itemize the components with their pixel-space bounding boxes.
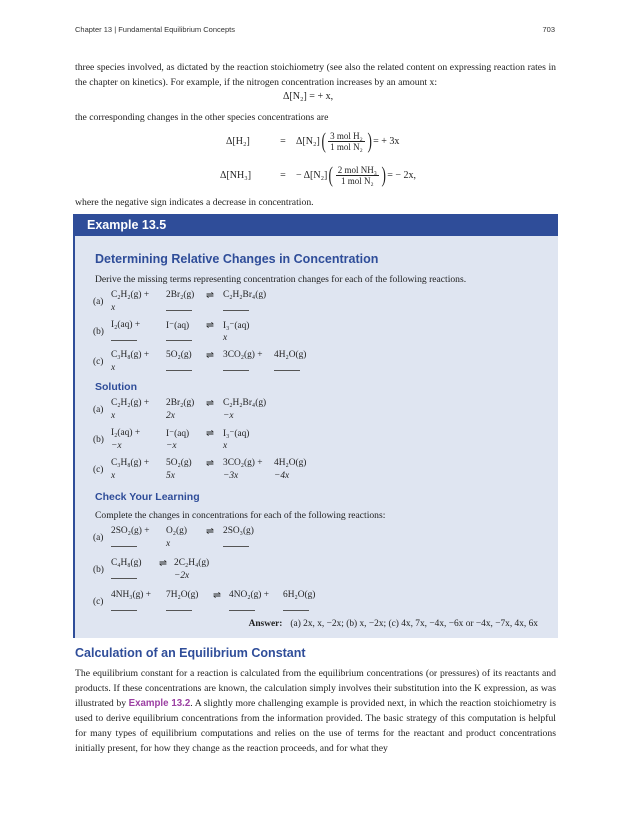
change-term: −x [223, 411, 234, 421]
blank-line[interactable] [229, 610, 255, 611]
blank-line[interactable] [166, 340, 192, 341]
left-paren: ( [328, 162, 334, 187]
cyl-prompt: Complete the changes in concentrations for each of the following reactions: [95, 510, 386, 521]
blank-line[interactable] [274, 370, 300, 371]
reaction-label: (c) [93, 465, 104, 475]
reaction-species: 5O₂(g) [166, 350, 192, 360]
example-title: Determining Relative Changes in Concentration [95, 252, 379, 266]
eq-h2-fraction [328, 131, 365, 152]
change-term: x [111, 411, 116, 421]
intro-paragraph-2: the corresponding changes in the other species concentrations are [75, 112, 329, 123]
reaction-species: 2SO₂(g) + [111, 526, 150, 536]
eq-nh3-fraction [336, 165, 379, 186]
eq-nh3-mid: − Δ[N₂] [296, 169, 328, 181]
answer-line [249, 619, 538, 629]
section-text-before: The equilibrium constant for a reaction is calculated from the equilibrium concentrations (or pressures) of its reactants and products. If these concentrations are known, the calculation simply involves their substitution into the K expression, as was illustrated by [75, 668, 556, 709]
reaction-species: 6H₂O(g) [283, 590, 316, 600]
change-term: 2x [166, 411, 175, 421]
change-term: x [223, 333, 228, 343]
change-term: −x [111, 441, 122, 451]
blank-line[interactable] [166, 370, 192, 371]
eq-h2-equals: = [280, 135, 286, 147]
example-prompt: Derive the missing terms representing concentration changes for each of the following reactions. [95, 274, 467, 285]
blank-line[interactable] [223, 310, 249, 311]
change-term: x [111, 363, 116, 373]
answer-label: Answer: [248, 619, 283, 629]
chapter-header: Chapter 13 | Fundamental Equilibrium Concepts [75, 25, 235, 34]
example-label: Example 13.5 [75, 214, 558, 236]
reaction-species: C₂H₂(g) + [111, 290, 150, 300]
reaction-species: 4NO₂(g) + [229, 590, 270, 600]
reaction-species: ⇌ [206, 321, 214, 331]
reaction-label: (b) [93, 327, 104, 337]
section-title: Calculation of an Equilibrium Constant [75, 646, 306, 660]
reaction-species: C₃H₈(g) + [111, 350, 150, 360]
blank-line[interactable] [111, 610, 137, 611]
equation-nh3 [220, 164, 416, 186]
reaction-species: ⇌ [213, 591, 221, 601]
change-term: −x [166, 441, 177, 451]
change-term: −2x [174, 571, 190, 581]
reaction-species: ⇌ [206, 291, 214, 301]
intro-paragraph-3: where the negative sign indicates a decrease in concentration. [75, 197, 314, 208]
reaction-species: 2SO₃(g) [223, 526, 254, 536]
reaction-label: (c) [93, 597, 104, 607]
reaction-species: ⇌ [206, 527, 214, 537]
change-term: x [111, 303, 116, 313]
eq-h2-mid: Δ[N₂] [296, 135, 320, 147]
change-term: 5x [166, 471, 175, 481]
reaction-label: (a) [93, 297, 104, 307]
reaction-species: I₂(aq) + [111, 320, 141, 330]
reaction-species: 3CO₂(g) + [223, 458, 263, 468]
blank-line[interactable] [223, 546, 249, 547]
eq-nh3-equals: = [280, 169, 286, 181]
reaction-species: C₃H₈(g) + [111, 458, 150, 468]
eq-h2-right: = + 3x [373, 135, 400, 147]
equation-h2 [226, 130, 399, 152]
section-paragraph [75, 666, 556, 756]
reaction-label: (b) [93, 565, 104, 575]
eq-nh3-numerator: 2 mol NH₃ [337, 164, 377, 175]
check-your-learning-heading: Check Your Learning [95, 491, 200, 503]
change-term: x [111, 471, 116, 481]
blank-line[interactable] [283, 610, 309, 611]
example-box [73, 214, 558, 638]
eq-nh3-denominator: 1 mol N₂ [340, 175, 374, 186]
right-paren: ) [367, 128, 372, 153]
reaction-species: C₂H₂(g) + [111, 398, 150, 408]
reaction-species: 2Br₂(g) [166, 290, 195, 300]
reaction-species: C₂H₂Br₄(g) [223, 398, 267, 408]
eq-h2-numerator: 3 mol H₂ [330, 130, 363, 141]
reaction-species: I⁻(aq) [166, 429, 190, 439]
change-term: x [223, 441, 228, 451]
blank-line[interactable] [223, 370, 249, 371]
blank-line[interactable] [166, 310, 192, 311]
reaction-species: I₃⁻(aq) [223, 321, 250, 331]
reaction-species: 4H₂O(g) [274, 458, 307, 468]
intro-paragraph-1: three species involved, as dictated by the reaction stoichiometry (see also the related content on expressing reaction rates in the chapter on kinetics). For example, if the nitrogen concentration increases by an amount x: [75, 62, 556, 88]
reaction-species: 4NH₃(g) + [111, 590, 152, 600]
reaction-species: I₂(aq) + [111, 428, 141, 438]
reaction-species: C₂H₂Br₄(g) [223, 290, 267, 300]
eq-nh3-left: Δ[NH₃] [220, 169, 252, 181]
reaction-species: 2C₂H₄(g) [174, 558, 210, 568]
blank-line[interactable] [111, 340, 137, 341]
answer-text: (a) 2x, x, −2x; (b) x, −2x; (c) 4x, 7x, −4x, −6x or −4x, −7x, 4x, 6x [290, 619, 538, 629]
reaction-species: 7H₂O(g) [166, 590, 199, 600]
blank-line[interactable] [111, 578, 137, 579]
left-paren: ( [321, 128, 326, 153]
change-term: −3x [223, 471, 239, 481]
reaction-species: I₃⁻(aq) [223, 429, 250, 439]
blank-line[interactable] [166, 610, 192, 611]
page-number: 703 [542, 25, 555, 34]
reaction-species: ⇌ [159, 559, 167, 569]
reaction-species: C₄H₈(g) [111, 558, 142, 568]
reaction-species: ⇌ [206, 351, 214, 361]
reaction-label: (a) [93, 533, 104, 543]
blank-line[interactable] [111, 546, 137, 547]
example-13-2-link[interactable]: Example 13.2 [128, 698, 191, 709]
reaction-label: (a) [93, 405, 104, 415]
eq-nh3-right: = − 2x, [387, 169, 416, 181]
change-term: −4x [274, 471, 290, 481]
reaction-species: ⇌ [206, 459, 214, 469]
reaction-species: ⇌ [206, 429, 214, 439]
reaction-species: I⁻(aq) [166, 321, 190, 331]
reaction-label: (b) [93, 435, 104, 445]
reaction-species: ⇌ [206, 399, 214, 409]
reaction-species: O₂(g) [166, 526, 187, 536]
reaction-species: 4H₂O(g) [274, 350, 307, 360]
reaction-species: 5O₂(g) [166, 458, 192, 468]
reaction-species: 2Br₂(g) [166, 398, 195, 408]
section-text-after: . A slightly more challenging example is provided next, in which the reaction stoichiometry is used to derive equilibrium concentrations from the information provided. The basic strategy of this computation is helpful for many types of equilibrium computations and relies on the use of terms for the reactant and product concentrations initially present, for how they change as the reaction proceeds, and for what they [75, 698, 556, 754]
reaction-label: (c) [93, 357, 104, 367]
right-paren: ) [381, 162, 386, 187]
eq-h2-denominator: 1 mol N₂ [330, 141, 363, 152]
reaction-species: 3CO₂(g) + [223, 350, 263, 360]
solution-heading: Solution [95, 381, 137, 393]
eq-h2-left: Δ[H₂] [226, 135, 250, 147]
change-term: x [166, 539, 171, 549]
equation-n2: Δ[N₂] = + x, [283, 91, 334, 102]
